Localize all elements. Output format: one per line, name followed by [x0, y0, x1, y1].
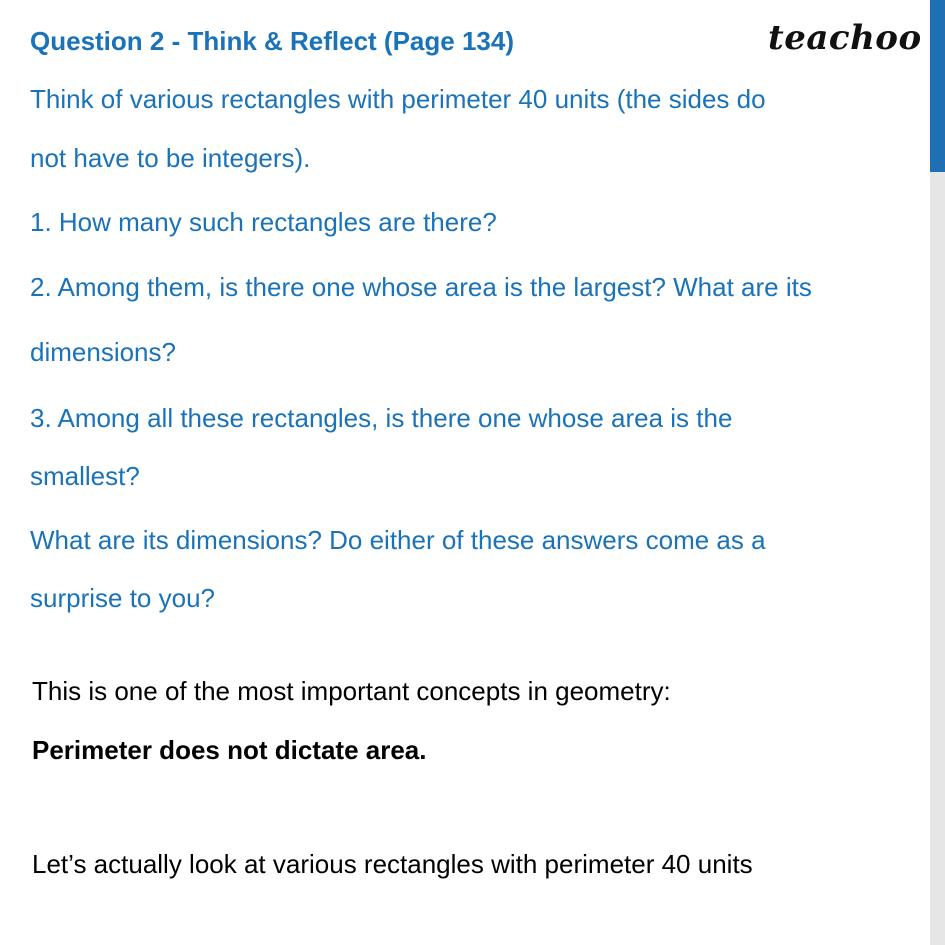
question-line-9: surprise to you?	[30, 583, 215, 613]
intro-text: This is one of the most important concepts in geometry:	[32, 676, 671, 706]
question-line-1: Think of various rectangles with perimeter 40 units (the sides do	[30, 84, 766, 114]
question-line-8: What are its dimensions? Do either of these answers come as a	[30, 525, 766, 555]
question-line-4: 2. Among them, is there one whose area is the largest? What are its	[30, 272, 812, 302]
page-title: Question 2 - Think & Reflect (Page 134)	[30, 26, 514, 56]
next-step-text: Let’s actually look at various rectangles with perimeter 40 units	[32, 849, 753, 879]
question-line-7: smallest?	[30, 461, 140, 491]
key-point-text: Perimeter does not dictate area.	[32, 735, 427, 765]
scrollbar-thumb[interactable]	[930, 0, 945, 172]
question-line-3: 1. How many such rectangles are there?	[30, 207, 497, 237]
question-line-5: dimensions?	[30, 337, 176, 367]
question-line-2: not have to be integers).	[30, 143, 311, 173]
teachoo-logo: teachoo	[768, 18, 922, 58]
question-line-6: 3. Among all these rectangles, is there one whose area is the	[30, 403, 733, 433]
